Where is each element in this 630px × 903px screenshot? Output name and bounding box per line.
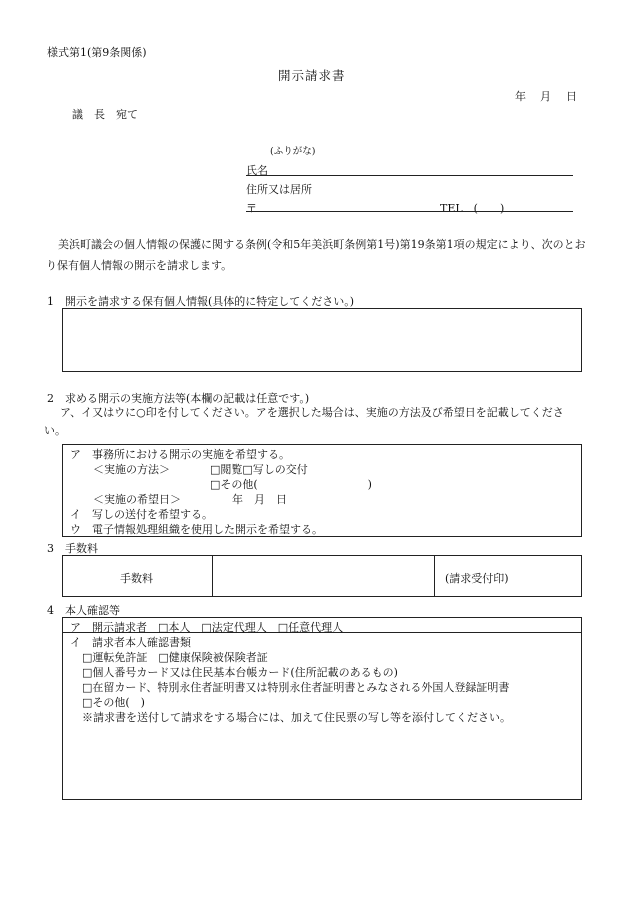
- fee-divider-1: [212, 555, 213, 597]
- addressee: 議 長 宛て: [72, 108, 138, 121]
- furigana-label: (ふりがな): [270, 146, 316, 157]
- preferred-date-label: ＜実施の希望日＞: [93, 493, 181, 506]
- option-i[interactable]: イ 写しの送付を希望する。: [70, 508, 213, 521]
- name-label: 氏名: [246, 164, 268, 177]
- requested-info-box[interactable]: [62, 308, 582, 372]
- form-label: 様式第1(第9条関係): [47, 46, 147, 59]
- method-choices[interactable]: □閲覧□写しの交付: [210, 463, 308, 476]
- address-label: 住所又は居所: [246, 183, 312, 196]
- receipt-stamp-label: (請求受付印): [445, 572, 509, 585]
- section2-heading: 2 求める開示の実施方法等(本欄の記載は任意です。): [47, 392, 310, 405]
- preferred-date-value[interactable]: 年 月 日: [232, 493, 287, 506]
- date-month: 月: [540, 90, 551, 103]
- tel-label: TEL ( ): [440, 202, 505, 215]
- identity-doc-item[interactable]: □その他( ): [82, 696, 145, 709]
- address-field[interactable]: [246, 211, 573, 212]
- option-u[interactable]: ウ 電子情報処理組織を使用した開示を希望する。: [70, 523, 323, 536]
- requester-type-row[interactable]: ア 開示請求者 □本人 □法定代理人 □任意代理人: [70, 621, 344, 634]
- identity-doc-item[interactable]: □運転免許証 □健康保険被保険者証: [82, 651, 268, 664]
- section1-heading: 1 開示を請求する保有個人情報(具体的に特定してください。): [47, 295, 355, 308]
- identity-doc-item[interactable]: □個人番号カード又は住民基本台帳カード(住所記載のあるもの): [82, 666, 398, 679]
- section2-note: ア、イ又はウに○印を付してください。アを選択した場合は、実施の方法及び希望日を記載してください。: [44, 406, 564, 437]
- method-other[interactable]: □その他( ): [210, 478, 372, 491]
- mail-request-note: ※請求書を送付して請求をする場合には、加えて住民票の写し等を添付してください。: [82, 711, 511, 724]
- postal-mark: 〒: [246, 202, 257, 215]
- fee-divider-2: [434, 555, 435, 597]
- identity-doc-item[interactable]: □在留カード、特別永住者証明書又は特別永住者証明書とみなされる外国人登録証明書: [82, 681, 510, 694]
- section3-heading: 3 手数料: [47, 542, 98, 555]
- page-title: 開示請求書: [278, 68, 346, 83]
- name-field[interactable]: [246, 175, 573, 176]
- identity-docs-heading: イ 請求者本人確認書類: [70, 636, 191, 649]
- option-a[interactable]: ア 事務所における開示の実施を希望する。: [70, 448, 290, 461]
- fee-label: 手数料: [120, 572, 153, 585]
- date-year: 年: [515, 90, 526, 103]
- intro-text: 美浜町議会の個人情報の保護に関する条例(令和5年美浜町条例第1号)第19条第1項の規定により、次のとおり保有個人情報の開示を請求します。: [46, 238, 586, 272]
- date-day: 日: [566, 90, 577, 103]
- section4-heading: 4 本人確認等: [47, 604, 120, 617]
- method-label: ＜実施の方法＞: [93, 463, 170, 476]
